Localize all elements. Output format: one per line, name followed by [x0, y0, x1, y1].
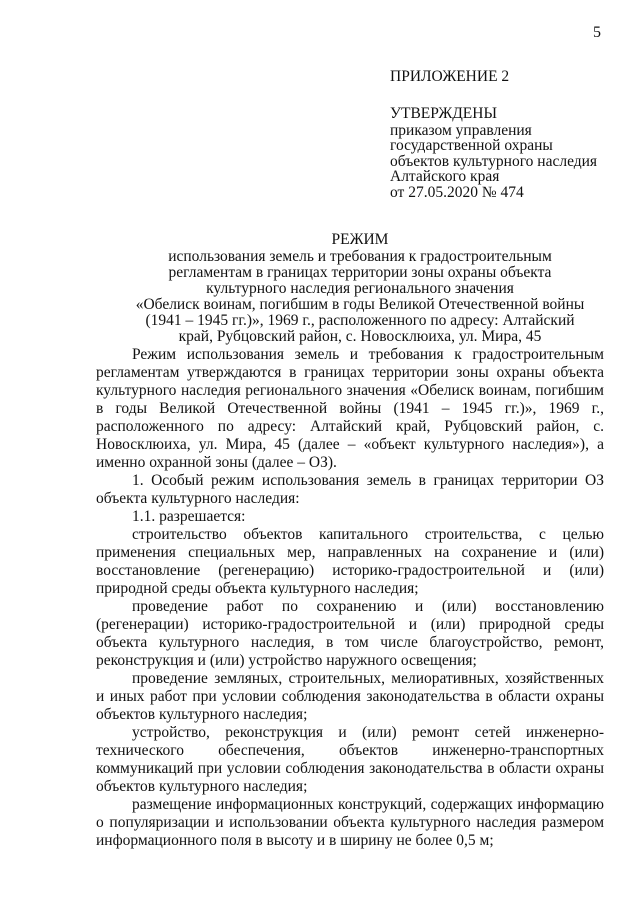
- approval-line: приказом управления: [390, 121, 532, 139]
- title-line: регламентам в границах территории зоны охраны объекта: [168, 264, 552, 281]
- approval-line: от 27.05.2020 № 474: [390, 183, 524, 201]
- title-line: культурного наследия регионального значения: [206, 280, 514, 297]
- document-body: [96, 346, 604, 850]
- paragraph-item: устройство, реконструкция и (или) ремонт сетей инженерно-технического обеспечения, объектов инженерно-транспортных коммуникаций при условии соблюдения законодательства в области охраны объектов культурного наследия;: [96, 724, 604, 795]
- approved-heading: УТВЕРЖДЕНЫ: [390, 105, 497, 122]
- title-line: «Обелиск воинам, погибшим в годы Великой Отечественной войны: [135, 296, 585, 313]
- title-main: РЕЖИМ: [331, 231, 389, 248]
- document-title: [120, 232, 600, 345]
- approval-line: государственной охраны: [390, 137, 553, 154]
- appendix-label: ПРИЛОЖЕНИЕ 2: [390, 68, 510, 85]
- paragraph-item: строительство объектов капитального строительства, с целью применения специальных мер, направленных на сохранение и (или) восстановление (регенерацию) историко-градостроительной и (или) природной среды объекта культурного наследия;: [96, 526, 604, 597]
- page-number: 5: [593, 24, 601, 41]
- title-line: край, Рубцовский район, с. Новосклюиха, ул. Мира, 45: [178, 328, 542, 345]
- approval-line: объектов культурного наследия: [390, 152, 598, 170]
- paragraph-item: размещение информационных конструкций, содержащих информацию о популяризации и использовании объекта культурного наследия размером информационного поля в высоту и в ширину не более 0,5 м;: [96, 796, 604, 849]
- approval-line: Алтайского края: [390, 168, 500, 185]
- paragraph-item: проведение работ по сохранению и (или) восстановлению (регенерации) историко-градостроительной и (или) природной среды объекта культурного наследия, в том числе благоустройство, ремонт, реконструкция и (или) устройство наружного освещения;: [96, 598, 604, 669]
- approval-block: [390, 106, 597, 200]
- title-line: (1941 – 1945 гг.)», 1969 г., расположенного по адресу: Алтайский: [145, 312, 575, 329]
- paragraph-intro: Режим использования земель и требования к градостроительным регламентам утверждаются в границах территории зоны охраны объекта культурного наследия регионального значения «Обелиск воинам, погибшим в годы Великой Отечественной войны (1941 – 1945 гг.)», 1969 г., расположенного по адресу: Алтайский край, Рубцовский район, с. Новосклюиха, ул. Мира, 45 (далее – «объект культурного наследия»), а именно охранной зоны (далее – ОЗ).: [96, 346, 604, 471]
- paragraph-section-1: 1. Особый режим использования земель в границах территории ОЗ объекта культурного наследия:: [96, 472, 604, 507]
- title-line: использования земель и требования к градостроительным: [168, 248, 552, 265]
- paragraph-subsection-1-1: 1.1. разрешается:: [132, 508, 246, 525]
- paragraph-item: проведение земляных, строительных, мелиоративных, хозяйственных и иных работ при условии соблюдения законодательства в области охраны объектов культурного наследия;: [96, 670, 604, 723]
